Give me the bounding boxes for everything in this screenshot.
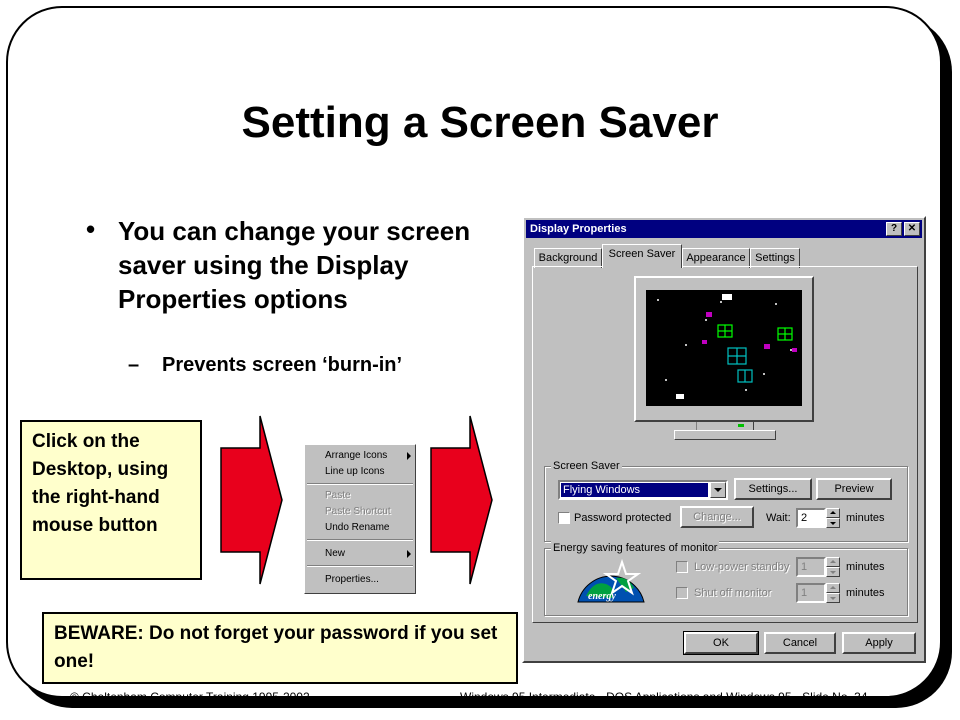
menu-item-paste-shortcut[interactable]: Paste Shortcut (325, 506, 391, 517)
spin-up-icon[interactable] (826, 583, 840, 593)
shutoff-spinner[interactable] (826, 583, 840, 603)
desktop-context-menu (304, 444, 416, 594)
sub-bullet-marker: – (128, 354, 140, 376)
dropdown-arrow-icon[interactable] (710, 482, 726, 498)
shutoff-checkbox[interactable] (676, 587, 688, 599)
flying-windows-preview-icon (646, 290, 802, 406)
group-label-energy: Energy saving features of monitor (553, 542, 718, 554)
power-led-icon (738, 424, 744, 427)
shutoff-minutes-label: minutes (846, 587, 885, 599)
submenu-arrow-icon (407, 452, 411, 460)
ok-button[interactable]: OK (684, 632, 758, 654)
preview-button[interactable]: Preview (816, 478, 892, 500)
menu-item-line-up-icons[interactable]: Line up Icons (325, 466, 385, 477)
arrow-right-icon (220, 414, 284, 586)
spin-up-icon[interactable] (826, 557, 840, 567)
group-label-screen-saver: Screen Saver (553, 460, 620, 472)
dialog-title: Display Properties (530, 223, 627, 235)
low-power-checkbox[interactable] (676, 561, 688, 573)
screen-saver-preview (646, 290, 802, 406)
close-button[interactable]: ✕ (904, 222, 920, 236)
low-power-spinner[interactable] (826, 557, 840, 577)
menu-item-undo-rename[interactable]: Undo Rename (325, 522, 390, 533)
submenu-arrow-icon (407, 550, 411, 558)
dialog-titlebar[interactable] (526, 220, 922, 238)
menu-separator (307, 539, 413, 541)
tab-appearance[interactable]: Appearance (682, 248, 750, 268)
beware-password-note: BEWARE: Do not forget your password if you set one! (42, 612, 518, 684)
bullet-text: You can change your screen saver using the Display Properties options (118, 216, 471, 314)
menu-item-new[interactable]: New (325, 547, 415, 561)
screen-saver-select[interactable] (558, 480, 728, 500)
password-checkbox[interactable] (558, 512, 570, 524)
monitor-neck (696, 422, 754, 430)
spin-down-icon[interactable] (826, 567, 840, 577)
click-desktop-note: Click on the Desktop, using the right-hand mouse button (20, 420, 202, 580)
menu-item-properties[interactable]: Properties... (325, 574, 379, 585)
tab-background[interactable]: Background (534, 248, 602, 268)
spin-down-icon[interactable] (826, 593, 840, 603)
footer-copyright: © Cheltenham Computer Training 1995-2002 (70, 690, 310, 704)
spin-up-icon[interactable] (826, 508, 840, 518)
menu-separator (307, 565, 413, 567)
arrow-right-icon (430, 414, 494, 586)
menu-separator (307, 483, 413, 485)
low-power-label: Low-power standby (694, 561, 790, 573)
menu-item-paste[interactable]: Paste (325, 490, 351, 501)
sub-bullet-text: Prevents screen ‘burn-in’ (162, 354, 403, 376)
shutoff-minutes-input[interactable]: 1 (796, 583, 826, 603)
selected-screen-saver: Flying Windows (561, 483, 708, 497)
bullet-marker: • (86, 214, 96, 244)
low-power-minutes-label: minutes (846, 561, 885, 573)
energy-logo-text: energy (588, 591, 616, 602)
spin-down-icon[interactable] (826, 518, 840, 528)
tab-screen-saver[interactable]: Screen Saver (602, 244, 682, 268)
energy-star-logo (576, 558, 646, 604)
cancel-button[interactable]: Cancel (764, 632, 836, 654)
change-password-button[interactable]: Change... (680, 506, 754, 528)
slide-title: Setting a Screen Saver (241, 98, 719, 147)
settings-button[interactable]: Settings... (734, 478, 812, 500)
monitor-base (674, 430, 776, 440)
wait-label: Wait: (766, 512, 791, 524)
wait-minutes-label: minutes (846, 512, 885, 524)
footer-course-info: Windows 95 Intermediate - DOS Applications and Windows 95 - Slide No. 34 (460, 690, 868, 704)
display-properties-dialog (522, 216, 926, 663)
apply-button[interactable]: Apply (842, 632, 916, 654)
menu-item-arrange-icons[interactable]: Arrange Icons (325, 449, 415, 463)
password-label: Password protected (574, 512, 672, 524)
shutoff-label: Shut off monitor (694, 587, 772, 599)
low-power-minutes-input[interactable]: 1 (796, 557, 826, 577)
wait-spinner[interactable] (826, 508, 840, 528)
tab-settings[interactable]: Settings (750, 248, 800, 268)
wait-minutes-input[interactable]: 2 (796, 508, 826, 528)
help-button[interactable]: ? (886, 222, 902, 236)
